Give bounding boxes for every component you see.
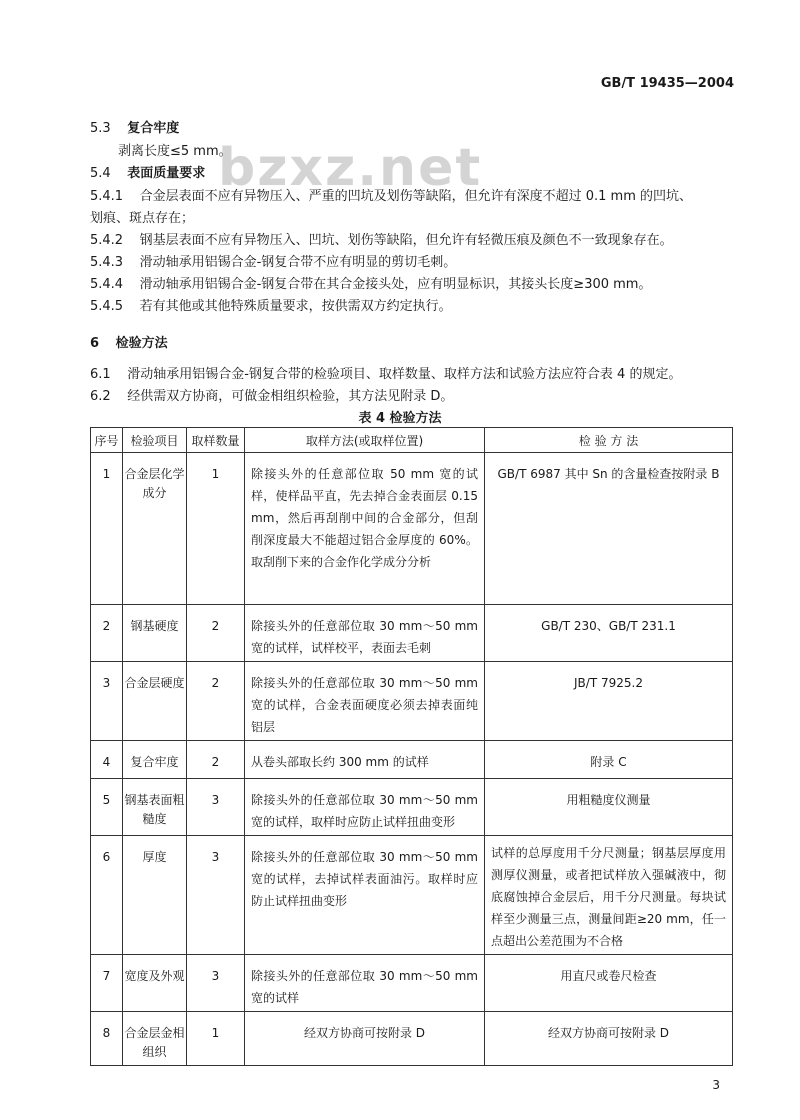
row-item: 钢基表面粗糙度 bbox=[123, 779, 187, 836]
row-no: 6 bbox=[91, 836, 123, 955]
header-method: 检 验 方 法 bbox=[485, 428, 733, 453]
row-qty: 1 bbox=[187, 1012, 245, 1066]
section-5-3-text: 剥离长度≤5 mm。 bbox=[118, 144, 232, 159]
page-number: 3 bbox=[712, 1078, 720, 1092]
table-row bbox=[91, 605, 733, 662]
row-sampling: 经双方协商可按附录 D bbox=[245, 1012, 485, 1066]
row-method: 试样的总厚度用千分尺测量；钢基层厚度用测厚仪测量，或者把试样放入强碱液中，彻底腐蚀掉合金层后，用千分尺测量。每块试样至少测量三点，测量间距≥20 mm，任一点超出公差范围为不合格 bbox=[485, 836, 733, 955]
row-item: 厚度 bbox=[123, 836, 187, 955]
row-qty: 3 bbox=[187, 836, 245, 955]
section-5-3: 5.3 复合牢度 bbox=[90, 121, 180, 136]
row-no: 1 bbox=[91, 453, 123, 605]
row-sampling: 除接头外的任意部位取 30 mm～50 mm 宽的试样，试样校平，表面去毛刺 bbox=[245, 605, 485, 662]
table-row bbox=[91, 1012, 733, 1066]
table-row bbox=[91, 662, 733, 741]
section-5-4-1-cont: 划痕、斑点存在； bbox=[90, 211, 195, 226]
section-5-4-5: 5.4.5 若有其他或其他特殊质量要求，按供需双方约定执行。 bbox=[90, 299, 452, 314]
row-item: 合金层化学成分 bbox=[123, 453, 187, 605]
section-5-4-1: 5.4.1 合金层表面不应有异物压入、严重的凹坑及划伤等缺陷，但允许有深度不超过 0.1 mm 的凹坑、 bbox=[90, 189, 693, 204]
row-item: 复合牢度 bbox=[123, 741, 187, 779]
row-method: GB/T 230、GB/T 231.1 bbox=[485, 605, 733, 662]
row-sampling: 除接头外的任意部位取 30 mm～50 mm 宽的试样，合金表面硬度必须去掉表面纯铝层 bbox=[245, 662, 485, 741]
table-row bbox=[91, 955, 733, 1012]
table-row bbox=[91, 836, 733, 955]
header-item: 检验项目 bbox=[123, 428, 187, 453]
row-qty: 1 bbox=[187, 453, 245, 605]
row-method: 附录 C bbox=[485, 741, 733, 779]
row-method: GB/T 6987 其中 Sn 的含量检查按附录 B bbox=[485, 453, 733, 605]
row-no: 4 bbox=[91, 741, 123, 779]
row-method: JB/T 7925.2 bbox=[485, 662, 733, 741]
header-qty: 取样数量 bbox=[187, 428, 245, 453]
section-6-1: 6.1 滑动轴承用铝锡合金-钢复合带的检验项目、取样数量、取样方法和试验方法应符合表 4 的规定。 bbox=[90, 367, 682, 382]
row-no: 7 bbox=[91, 955, 123, 1012]
row-sampling: 除接头外的任意部位取 30 mm～50 mm 宽的试样，去掉试样表面油污。取样时应防止试样扭曲变形 bbox=[245, 836, 485, 955]
row-no: 2 bbox=[91, 605, 123, 662]
row-qty: 3 bbox=[187, 955, 245, 1012]
row-no: 5 bbox=[91, 779, 123, 836]
standard-number: GB/T 19435—2004 bbox=[600, 76, 734, 91]
section-5-4: 5.4 表面质量要求 bbox=[90, 166, 206, 181]
row-sampling: 除接头外的任意部位取 30 mm～50 mm 宽的试样 bbox=[245, 955, 485, 1012]
row-item: 宽度及外观 bbox=[123, 955, 187, 1012]
section-5-4-2: 5.4.2 钢基层表面不应有异物压入、凹坑、划伤等缺陷，但允许有轻微压痕及颜色不一致现象存在。 bbox=[90, 233, 673, 248]
row-item: 合金层金相组织 bbox=[123, 1012, 187, 1066]
section-6-2: 6.2 经供需双方协商，可做金相组织检验，其方法见附录 D。 bbox=[90, 389, 454, 404]
inspection-method-table bbox=[90, 427, 733, 1066]
row-method: 经双方协商可按附录 D bbox=[485, 1012, 733, 1066]
row-sampling: 除接头外的任意部位取 50 mm 宽的试样，使样品平直，先去掉合金表面层 0.15 mm，然后再刮削中间的合金部分，但刮削深度最大不能超过铝合金厚度的 60%。取刮削下来的合金作化学成分分析 bbox=[245, 453, 485, 605]
table-row bbox=[91, 779, 733, 836]
table-caption: 表 4 检验方法 bbox=[358, 411, 442, 426]
table-row bbox=[91, 741, 733, 779]
row-qty: 2 bbox=[187, 662, 245, 741]
row-item: 合金层硬度 bbox=[123, 662, 187, 741]
header-no: 序号 bbox=[91, 428, 123, 453]
row-method: 用直尺或卷尺检查 bbox=[485, 955, 733, 1012]
row-item: 钢基硬度 bbox=[123, 605, 187, 662]
row-sampling: 除接头外的任意部位取 30 mm～50 mm 宽的试样，取样时应防止试样扭曲变形 bbox=[245, 779, 485, 836]
table-header-row bbox=[91, 428, 733, 453]
header-sampling: 取样方法(或取样位置) bbox=[245, 428, 485, 453]
row-no: 8 bbox=[91, 1012, 123, 1066]
row-sampling: 从卷头部取长约 300 mm 的试样 bbox=[245, 741, 485, 779]
row-no: 3 bbox=[91, 662, 123, 741]
section-5-4-4: 5.4.4 滑动轴承用铝锡合金-钢复合带在其合金接头处，应有明显标识，其接头长度≥300 mm。 bbox=[90, 277, 652, 292]
section-5-4-3: 5.4.3 滑动轴承用铝锡合金-钢复合带不应有明显的剪切毛刺。 bbox=[90, 255, 457, 270]
row-qty: 2 bbox=[187, 741, 245, 779]
row-qty: 2 bbox=[187, 605, 245, 662]
section-6: 6 检验方法 bbox=[90, 336, 168, 351]
row-method: 用粗糙度仪测量 bbox=[485, 779, 733, 836]
row-qty: 3 bbox=[187, 779, 245, 836]
watermark: bzxz.net bbox=[218, 138, 483, 198]
table-row bbox=[91, 453, 733, 605]
